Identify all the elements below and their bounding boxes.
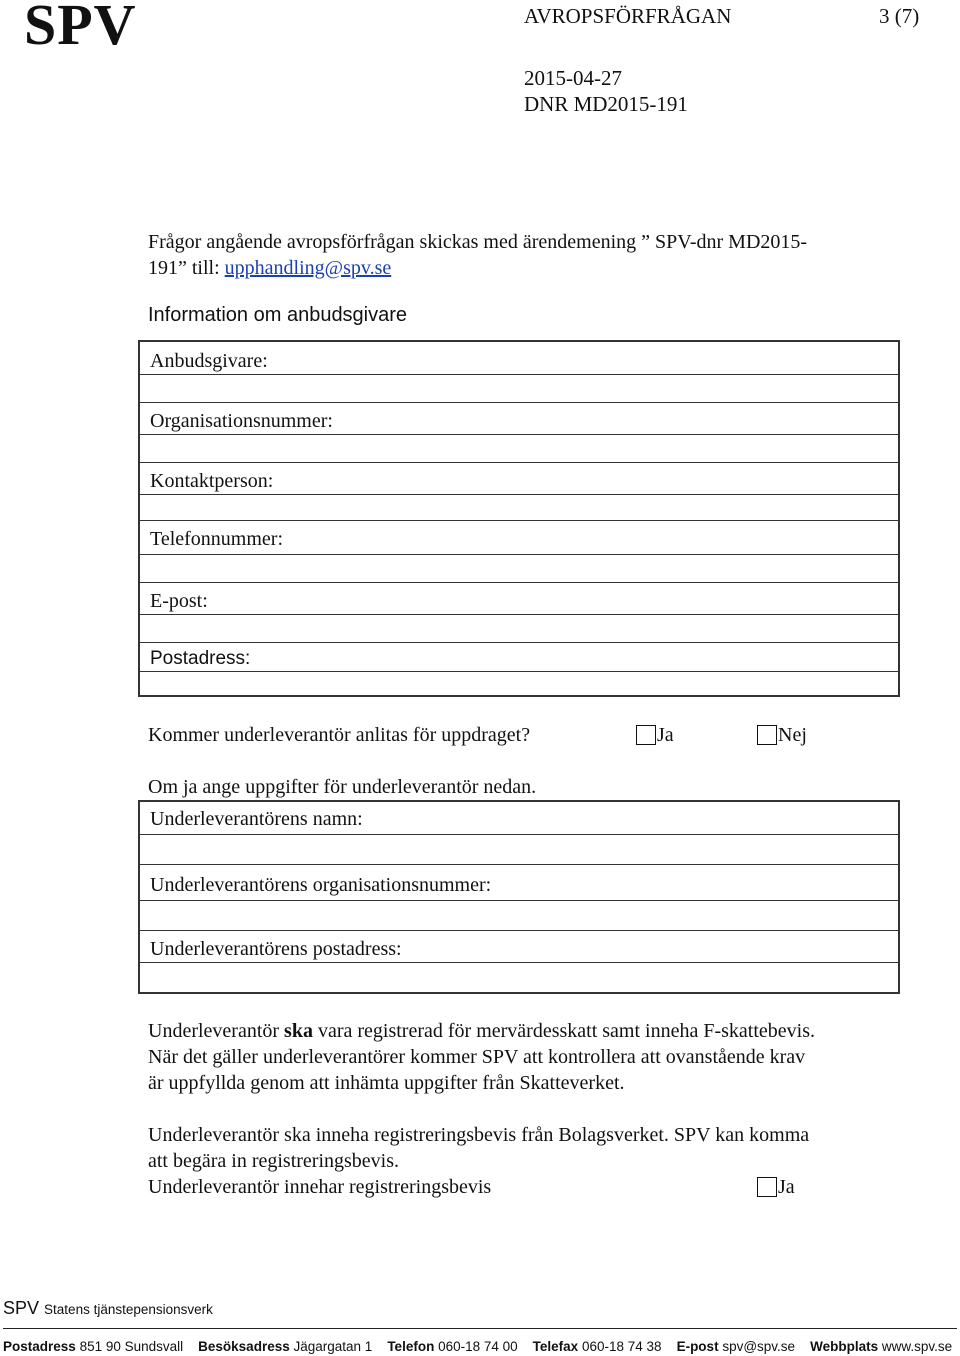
footer-telefax: 060-18 74 38 [581, 1339, 662, 1354]
input-sub-namn[interactable] [140, 834, 898, 865]
field-label-sub-orgnr: Underleverantörens organisationsnummer: [150, 874, 492, 896]
footer-contact [3, 1339, 952, 1354]
field-label-postadress: Postadress: [150, 648, 251, 669]
footer-org [3, 1298, 213, 1319]
vat-emphasis: ska [284, 1020, 313, 1042]
input-sub-orgnr[interactable] [140, 900, 898, 931]
footer-epost[interactable]: spv@spv.se [722, 1339, 796, 1354]
field-label-epost: E-post: [150, 590, 208, 612]
footer-besoksadress: Jägargatan 1 [293, 1339, 373, 1354]
intro-line-1: Frågor angående avropsförfrågan skickas med ärendemening ” SPV-dnr MD2015- [148, 231, 808, 253]
footer-org-short: SPV [3, 1298, 40, 1318]
input-anbudsgivare[interactable] [140, 374, 898, 403]
checkbox-registration-yes[interactable] [757, 1177, 777, 1197]
spv-logo: SPV [24, 0, 137, 57]
input-kontaktperson[interactable] [140, 494, 898, 521]
field-label-organisationsnummer: Organisationsnummer: [150, 410, 333, 432]
input-telefonnummer[interactable] [140, 554, 898, 583]
registration-paragraph-line-2: att begära in registreringsbevis. [148, 1150, 400, 1172]
footer-label: Postadress [3, 1339, 76, 1354]
footer-label: Telefax [532, 1339, 579, 1354]
bidder-info-form [138, 340, 900, 697]
checkbox-subcontractor-no[interactable] [757, 725, 777, 745]
intro-line-2-prefix: 191” till: [148, 257, 225, 279]
footer-label: Besöksadress [198, 1339, 290, 1354]
row-divider [140, 462, 898, 463]
row-divider [140, 520, 898, 521]
input-postadress[interactable] [140, 671, 898, 698]
row-divider [140, 930, 898, 931]
checkbox-label-no: Nej [778, 724, 807, 746]
footer-postadress: 851 90 Sundsvall [79, 1339, 184, 1354]
checkbox-label-registration-yes: Ja [778, 1176, 795, 1198]
footer-label: E-post [676, 1339, 719, 1354]
section-title-bidder-info: Information om anbudsgivare [148, 304, 408, 326]
subcontractor-question: Kommer underleverantör anlitas för uppdraget? [148, 724, 531, 746]
row-divider [140, 402, 898, 403]
input-epost[interactable] [140, 614, 898, 643]
registration-paragraph-line-1: Underleverantör ska inneha registreringsbevis från Bolagsverket. SPV kan komma [148, 1124, 810, 1146]
footer-telefon: 060-18 74 00 [438, 1339, 518, 1354]
checkbox-subcontractor-yes[interactable] [636, 725, 656, 745]
footer-org-name: Statens tjänstepensionsverk [44, 1302, 213, 1317]
contact-email-link[interactable]: upphandling@spv.se [224, 257, 392, 279]
vat-text: Underleverantör [148, 1020, 285, 1042]
field-label-sub-namn: Underleverantörens namn: [150, 808, 363, 830]
document-title: AVROPSFÖRFRÅGAN [524, 4, 732, 28]
footer-divider [3, 1328, 957, 1329]
footer-webbplats[interactable]: www.spv.se [881, 1339, 953, 1354]
input-sub-postadress[interactable] [140, 962, 898, 993]
page-number: 3 (7) [879, 4, 920, 28]
footer-label: Telefon [387, 1339, 435, 1354]
registration-paragraph-line-3: Underleverantör innehar registreringsbevis [148, 1176, 492, 1198]
field-label-kontaktperson: Kontaktperson: [150, 470, 274, 492]
subcontractor-intro: Om ja ange uppgifter för underleverantör nedan. [148, 776, 537, 798]
vat-paragraph-line-1 [148, 1020, 815, 1043]
checkbox-label-yes: Ja [657, 724, 674, 746]
footer-label: Webbplats [810, 1339, 879, 1354]
subcontractor-info-form [138, 800, 900, 994]
vat-text: vara registrerad för mervärdesskatt samt inneha F-skattebevis. [312, 1020, 815, 1042]
row-divider [140, 864, 898, 865]
field-label-telefonnummer: Telefonnummer: [150, 528, 283, 550]
input-organisationsnummer[interactable] [140, 434, 898, 463]
document-date: 2015-04-27 [524, 66, 622, 90]
vat-paragraph-line-2: När det gäller underleverantörer kommer SPV att kontrollera att ovanstående krav [148, 1046, 806, 1068]
row-divider [140, 582, 898, 583]
vat-paragraph-line-3: är uppfyllda genom att inhämta uppgifter från Skatteverket. [148, 1072, 625, 1094]
intro-line-2 [148, 257, 391, 280]
row-divider [140, 642, 898, 643]
field-label-anbudsgivare: Anbudsgivare: [150, 350, 268, 372]
field-label-sub-postadress: Underleverantörens postadress: [150, 938, 402, 960]
document-dnr: DNR MD2015-191 [524, 92, 688, 116]
